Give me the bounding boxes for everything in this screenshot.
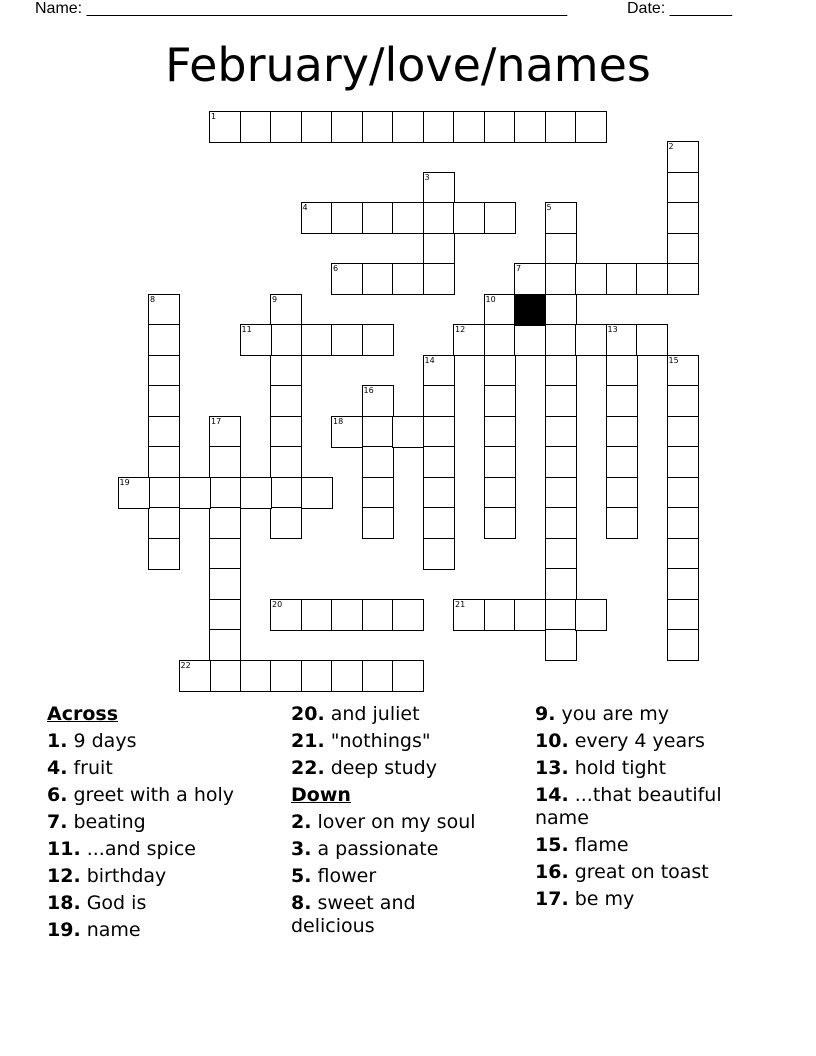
clue-down-2 bbox=[291, 811, 496, 834]
clue-down-9 bbox=[535, 703, 757, 726]
clue-column-3 bbox=[535, 703, 757, 915]
grid-cell[interactable] bbox=[301, 599, 333, 631]
grid-cell[interactable] bbox=[545, 385, 577, 417]
grid-cell[interactable] bbox=[484, 416, 516, 448]
clue-text: beating bbox=[67, 811, 146, 833]
grid-cell[interactable] bbox=[636, 324, 668, 356]
grid-cell[interactable] bbox=[545, 294, 577, 326]
grid-cell[interactable] bbox=[362, 111, 394, 143]
grid-cell[interactable] bbox=[484, 355, 516, 387]
grid-cell[interactable] bbox=[453, 111, 485, 143]
cell-number: 9 bbox=[272, 294, 278, 304]
grid-cell[interactable] bbox=[545, 599, 577, 631]
grid-cell[interactable] bbox=[301, 477, 333, 509]
grid-cell[interactable] bbox=[423, 477, 455, 509]
grid-cell[interactable] bbox=[148, 446, 180, 478]
grid-cell[interactable] bbox=[423, 202, 455, 234]
grid-cell[interactable] bbox=[179, 660, 211, 692]
grid-cell[interactable] bbox=[484, 202, 516, 234]
clue-number: 1. bbox=[47, 730, 68, 752]
grid-cell[interactable] bbox=[636, 263, 668, 295]
grid-cell[interactable] bbox=[453, 324, 485, 356]
clue-across-11 bbox=[47, 838, 277, 861]
clue-text: "nothings" bbox=[324, 730, 431, 752]
date-field-label: Date: _______ bbox=[627, 0, 732, 17]
grid-cell[interactable] bbox=[545, 324, 577, 356]
clue-column-2 bbox=[291, 703, 496, 942]
grid-cell[interactable] bbox=[667, 202, 699, 234]
grid-cell[interactable] bbox=[392, 202, 424, 234]
clue-number: 11. bbox=[47, 838, 81, 860]
grid-cell[interactable] bbox=[270, 111, 302, 143]
grid-cell[interactable] bbox=[118, 477, 150, 509]
grid-cell[interactable] bbox=[545, 477, 577, 509]
clue-text: 9 days bbox=[67, 730, 137, 752]
grid-cell[interactable] bbox=[148, 385, 180, 417]
grid-cell[interactable] bbox=[331, 416, 363, 448]
cell-number: 14 bbox=[424, 355, 435, 365]
grid-cell[interactable] bbox=[667, 263, 699, 295]
cell-number: 20 bbox=[272, 599, 283, 609]
grid-cell[interactable] bbox=[514, 111, 546, 143]
clue-number: 14. bbox=[535, 784, 569, 806]
clue-number: 18. bbox=[47, 892, 81, 914]
cell-number: 8 bbox=[150, 294, 156, 304]
grid-cell[interactable] bbox=[301, 324, 333, 356]
cell-number: 18 bbox=[333, 416, 344, 426]
cell-number: 13 bbox=[607, 325, 618, 334]
grid-cell[interactable] bbox=[270, 446, 302, 478]
grid-cell[interactable] bbox=[301, 660, 333, 692]
clue-text: flower bbox=[311, 865, 377, 887]
grid-cell[interactable] bbox=[209, 111, 241, 143]
grid-cell[interactable] bbox=[362, 599, 394, 631]
grid-cell[interactable] bbox=[209, 446, 241, 478]
grid-cell[interactable] bbox=[545, 507, 577, 539]
grid-cell[interactable] bbox=[392, 599, 424, 631]
cell-number: 4 bbox=[302, 203, 308, 212]
clue-text: greet with a holy bbox=[67, 784, 235, 806]
grid-cell[interactable] bbox=[453, 599, 485, 631]
clue-across-20 bbox=[291, 703, 496, 726]
grid-cell[interactable] bbox=[484, 324, 516, 356]
down-heading: Down bbox=[291, 784, 351, 806]
grid-cell[interactable] bbox=[209, 416, 241, 448]
clue-number: 16. bbox=[535, 861, 569, 883]
cell-number: 19 bbox=[119, 477, 130, 487]
grid-cell[interactable] bbox=[331, 202, 363, 234]
grid-cell[interactable] bbox=[667, 446, 699, 478]
clue-number: 5. bbox=[291, 865, 312, 887]
grid-cell[interactable] bbox=[423, 263, 455, 295]
grid-cell[interactable] bbox=[423, 538, 455, 570]
grid-cell[interactable] bbox=[392, 660, 424, 692]
grid-cell[interactable] bbox=[270, 385, 302, 417]
cell-number: 3 bbox=[424, 172, 430, 182]
grid-cell[interactable] bbox=[148, 324, 180, 356]
grid-cell[interactable] bbox=[331, 111, 363, 143]
clue-down-16 bbox=[535, 861, 757, 884]
cell-number: 22 bbox=[180, 660, 191, 670]
grid-cell[interactable] bbox=[148, 355, 180, 387]
grid-cell[interactable] bbox=[484, 294, 516, 326]
grid-cell[interactable] bbox=[148, 294, 180, 326]
grid-cell[interactable] bbox=[545, 538, 577, 570]
grid-cell[interactable] bbox=[545, 202, 577, 234]
cell-number: 12 bbox=[455, 325, 466, 334]
grid-cell[interactable] bbox=[240, 111, 272, 143]
grid-cell[interactable] bbox=[575, 111, 607, 143]
grid-cell[interactable] bbox=[209, 477, 241, 509]
grid-cell[interactable] bbox=[301, 111, 333, 143]
grid-cell[interactable] bbox=[484, 385, 516, 417]
grid-cell[interactable] bbox=[148, 538, 180, 570]
page-title: February/love/names bbox=[165, 38, 651, 92]
grid-cell[interactable] bbox=[209, 538, 241, 570]
grid-cell[interactable] bbox=[545, 233, 577, 265]
grid-cell[interactable] bbox=[179, 477, 211, 509]
grid-cell[interactable] bbox=[270, 477, 302, 509]
grid-cell[interactable] bbox=[362, 507, 394, 539]
clue-text: flame bbox=[568, 834, 629, 856]
grid-cell[interactable] bbox=[545, 446, 577, 478]
grid-cell[interactable] bbox=[667, 172, 699, 204]
grid-cell[interactable] bbox=[606, 385, 638, 417]
grid-cell[interactable] bbox=[331, 324, 363, 356]
grid-cell[interactable] bbox=[667, 629, 699, 661]
grid-cell[interactable] bbox=[667, 355, 699, 387]
grid-cell[interactable] bbox=[545, 263, 577, 295]
clue-text: every 4 years bbox=[568, 730, 705, 752]
grid-cell[interactable] bbox=[392, 111, 424, 143]
grid-cell[interactable] bbox=[606, 416, 638, 448]
cell-number: 17 bbox=[211, 416, 222, 426]
grid-cell[interactable] bbox=[545, 568, 577, 600]
grid-cell[interactable] bbox=[240, 324, 272, 356]
clue-across-6 bbox=[47, 784, 277, 807]
grid-cell[interactable] bbox=[301, 202, 333, 234]
grid-cell[interactable] bbox=[453, 202, 485, 234]
clue-text: a passionate bbox=[311, 838, 439, 860]
grid-cell[interactable] bbox=[270, 294, 302, 326]
clue-number: 7. bbox=[47, 811, 68, 833]
grid-cell[interactable] bbox=[667, 416, 699, 448]
grid-cell[interactable] bbox=[545, 355, 577, 387]
grid-cell[interactable] bbox=[667, 477, 699, 509]
name-field-label: Name: ______________________________________________________ bbox=[35, 0, 568, 17]
clue-down-5 bbox=[291, 865, 496, 888]
grid-cell[interactable] bbox=[667, 599, 699, 631]
grid-cell[interactable] bbox=[484, 599, 516, 631]
clue-number: 9. bbox=[535, 703, 556, 725]
grid-cell[interactable] bbox=[667, 233, 699, 265]
grid-cell[interactable] bbox=[240, 660, 272, 692]
grid-cell[interactable] bbox=[331, 599, 363, 631]
clue-across-4 bbox=[47, 757, 277, 780]
cell-number: 15 bbox=[668, 355, 679, 365]
grid-cell[interactable] bbox=[362, 324, 394, 356]
grid-cell[interactable] bbox=[331, 660, 363, 692]
grid-cell[interactable] bbox=[667, 385, 699, 417]
clue-text: birthday bbox=[80, 865, 167, 887]
clue-down-15 bbox=[535, 834, 757, 857]
clue-number: 17. bbox=[535, 888, 569, 910]
grid-cell[interactable] bbox=[667, 538, 699, 570]
clue-across-19 bbox=[47, 919, 277, 942]
clue-down-13 bbox=[535, 757, 757, 780]
clue-down-17 bbox=[535, 888, 757, 911]
grid-cell[interactable] bbox=[362, 202, 394, 234]
grid-cell[interactable] bbox=[545, 416, 577, 448]
grid-cell[interactable] bbox=[148, 477, 180, 509]
grid-cell[interactable] bbox=[423, 446, 455, 478]
grid-cell[interactable] bbox=[606, 446, 638, 478]
grid-cell[interactable] bbox=[575, 263, 607, 295]
clue-down-14 bbox=[535, 784, 757, 830]
grid-cell[interactable] bbox=[667, 568, 699, 600]
clue-text: deep study bbox=[324, 757, 437, 779]
grid-cell[interactable] bbox=[606, 263, 638, 295]
clue-down-10 bbox=[535, 730, 757, 753]
clue-text: ...that beautiful name bbox=[535, 784, 722, 829]
grid-cell[interactable] bbox=[575, 599, 607, 631]
clue-number: 4. bbox=[47, 757, 68, 779]
black-square bbox=[514, 294, 546, 326]
cell-number: 7 bbox=[516, 264, 522, 273]
grid-cell[interactable] bbox=[209, 568, 241, 600]
grid-cell[interactable] bbox=[148, 416, 180, 448]
grid-cell[interactable] bbox=[270, 355, 302, 387]
cell-number: 11 bbox=[241, 325, 252, 334]
clue-number: 15. bbox=[535, 834, 569, 856]
grid-cell[interactable] bbox=[606, 355, 638, 387]
clue-across-7 bbox=[47, 811, 277, 834]
clue-number: 21. bbox=[291, 730, 325, 752]
grid-cell[interactable] bbox=[423, 355, 455, 387]
grid-cell[interactable] bbox=[209, 507, 241, 539]
across-heading: Across bbox=[47, 703, 119, 725]
clue-number: 19. bbox=[47, 919, 81, 941]
cell-number: 6 bbox=[333, 264, 339, 273]
grid-cell[interactable] bbox=[362, 446, 394, 478]
grid-cell[interactable] bbox=[270, 599, 302, 631]
grid-cell[interactable] bbox=[667, 507, 699, 539]
clue-across-22 bbox=[291, 757, 496, 780]
clue-down-3 bbox=[291, 838, 496, 861]
clue-number: 22. bbox=[291, 757, 325, 779]
clue-down-8 bbox=[291, 892, 496, 938]
cell-number: 21 bbox=[455, 599, 466, 609]
clue-across-18 bbox=[47, 892, 277, 915]
clue-text: be my bbox=[568, 888, 635, 910]
grid-cell[interactable] bbox=[423, 233, 455, 265]
grid-cell[interactable] bbox=[423, 416, 455, 448]
grid-cell[interactable] bbox=[362, 416, 394, 448]
clue-number: 20. bbox=[291, 703, 325, 725]
grid-cell[interactable] bbox=[423, 172, 455, 204]
grid-cell[interactable] bbox=[270, 660, 302, 692]
grid-cell[interactable] bbox=[362, 385, 394, 417]
grid-cell[interactable] bbox=[209, 599, 241, 631]
grid-cell[interactable] bbox=[148, 507, 180, 539]
grid-cell[interactable] bbox=[514, 324, 546, 356]
clue-number: 3. bbox=[291, 838, 312, 860]
grid-cell[interactable] bbox=[209, 629, 241, 661]
grid-cell[interactable] bbox=[514, 263, 546, 295]
clue-column-1 bbox=[47, 703, 277, 946]
clue-text: fruit bbox=[67, 757, 113, 779]
clue-text: sweet and delicious bbox=[291, 892, 416, 937]
grid-cell[interactable] bbox=[270, 416, 302, 448]
grid-cell[interactable] bbox=[362, 660, 394, 692]
clue-number: 12. bbox=[47, 865, 81, 887]
grid-cell[interactable] bbox=[514, 599, 546, 631]
clue-text: hold tight bbox=[568, 757, 667, 779]
grid-cell[interactable] bbox=[423, 385, 455, 417]
grid-cell[interactable] bbox=[606, 477, 638, 509]
clue-text: lover on my soul bbox=[311, 811, 476, 833]
grid-cell[interactable] bbox=[667, 141, 699, 173]
clue-text: great on toast bbox=[568, 861, 709, 883]
grid-cell[interactable] bbox=[392, 263, 424, 295]
grid-cell[interactable] bbox=[270, 507, 302, 539]
clue-across-1 bbox=[47, 730, 277, 753]
clue-text: name bbox=[80, 919, 141, 941]
grid-cell[interactable] bbox=[209, 660, 241, 692]
cell-number: 5 bbox=[546, 203, 552, 212]
grid-cell[interactable] bbox=[484, 477, 516, 509]
grid-cell[interactable] bbox=[240, 477, 272, 509]
clue-text: you are my bbox=[555, 703, 669, 725]
clue-text: ...and spice bbox=[80, 838, 196, 860]
grid-cell[interactable] bbox=[362, 477, 394, 509]
grid-cell[interactable] bbox=[606, 507, 638, 539]
grid-cell[interactable] bbox=[545, 629, 577, 661]
clue-across-21 bbox=[291, 730, 496, 753]
cell-number: 16 bbox=[363, 386, 374, 395]
clue-number: 13. bbox=[535, 757, 569, 779]
grid-cell[interactable] bbox=[484, 507, 516, 539]
clue-number: 2. bbox=[291, 811, 312, 833]
grid-cell[interactable] bbox=[484, 446, 516, 478]
clue-text: God is bbox=[80, 892, 147, 914]
cell-number: 10 bbox=[485, 294, 496, 304]
grid-cell[interactable] bbox=[423, 111, 455, 143]
cell-number: 1 bbox=[211, 111, 217, 121]
grid-cell[interactable] bbox=[606, 324, 638, 356]
grid-cell[interactable] bbox=[423, 507, 455, 539]
grid-cell[interactable] bbox=[392, 416, 424, 448]
clue-across-12 bbox=[47, 865, 277, 888]
grid-cell[interactable] bbox=[331, 263, 363, 295]
clue-number: 8. bbox=[291, 892, 312, 914]
cell-number: 2 bbox=[668, 142, 674, 151]
grid-cell[interactable] bbox=[545, 111, 577, 143]
clue-number: 10. bbox=[535, 730, 569, 752]
grid-cell[interactable] bbox=[270, 324, 302, 356]
clue-text: and juliet bbox=[324, 703, 420, 725]
clue-number: 6. bbox=[47, 784, 68, 806]
grid-cell[interactable] bbox=[362, 263, 394, 295]
grid-cell[interactable] bbox=[575, 324, 607, 356]
grid-cell[interactable] bbox=[484, 111, 516, 143]
